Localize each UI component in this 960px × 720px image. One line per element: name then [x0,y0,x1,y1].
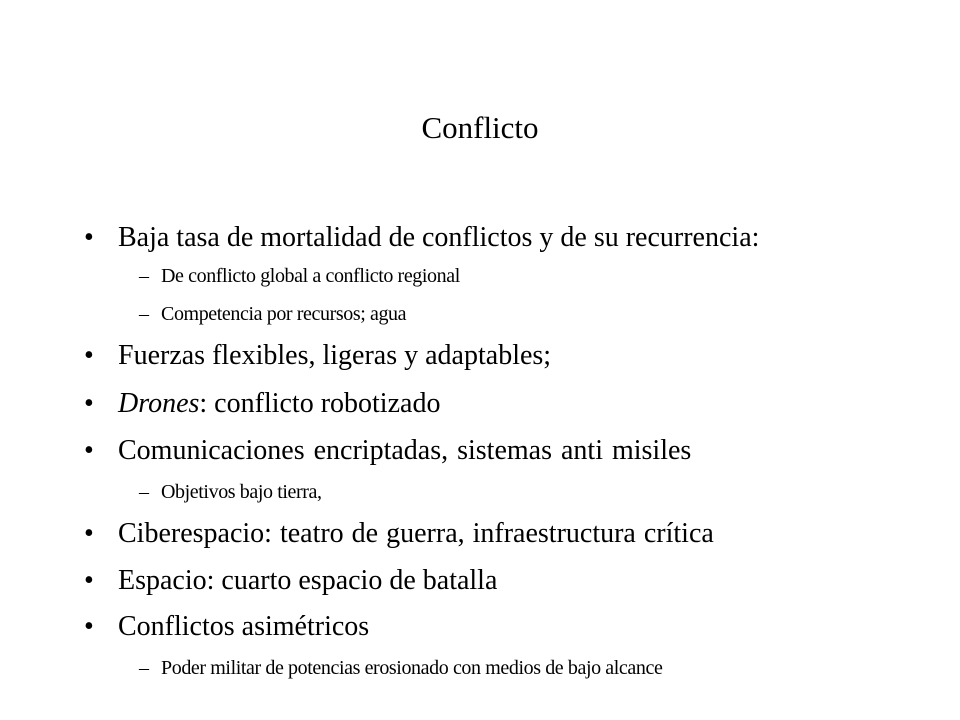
bullet-marker: • [84,611,94,642]
dash-marker: – [139,657,149,679]
sub-bullet-text: De conflicto global a conflicto regional [161,265,460,287]
bullet-marker: • [84,340,94,371]
dash-marker: – [139,481,149,503]
bullet-marker: • [84,222,94,253]
bullet-marker: • [84,388,94,419]
bullet-text: Espacio: cuarto espacio de batalla [118,565,498,596]
dash-marker: – [139,265,149,287]
bullet-text: Fuerzas flexibles, ligeras y adaptables; [118,340,552,371]
sub-bullet-text: Objetivos bajo tierra, [161,481,322,503]
bullet-text-rest: : conflicto robotizado [199,388,441,419]
bullet-text: Comunicaciones encriptadas, sistemas anti misiles [118,435,692,466]
bullet-text: Baja tasa de mortalidad de conflictos y de su recurrencia: [118,222,760,253]
italic-term: Drones [118,388,200,419]
bullet-marker: • [84,435,94,466]
sub-bullet-text: Competencia por recursos; agua [161,303,407,325]
sub-bullet-text: Poder militar de potencias erosionado con medios de bajo alcance [161,657,663,679]
bullet-marker: • [84,518,94,549]
bullet-text [118,388,440,420]
slide-title: Conflicto [421,110,539,145]
bullet-text: Conflictos asimétricos [118,611,370,642]
bullet-text: Ciberespacio: teatro de guerra, infraestructura crítica [118,518,714,549]
dash-marker: – [139,303,149,325]
bullet-marker: • [84,565,94,596]
